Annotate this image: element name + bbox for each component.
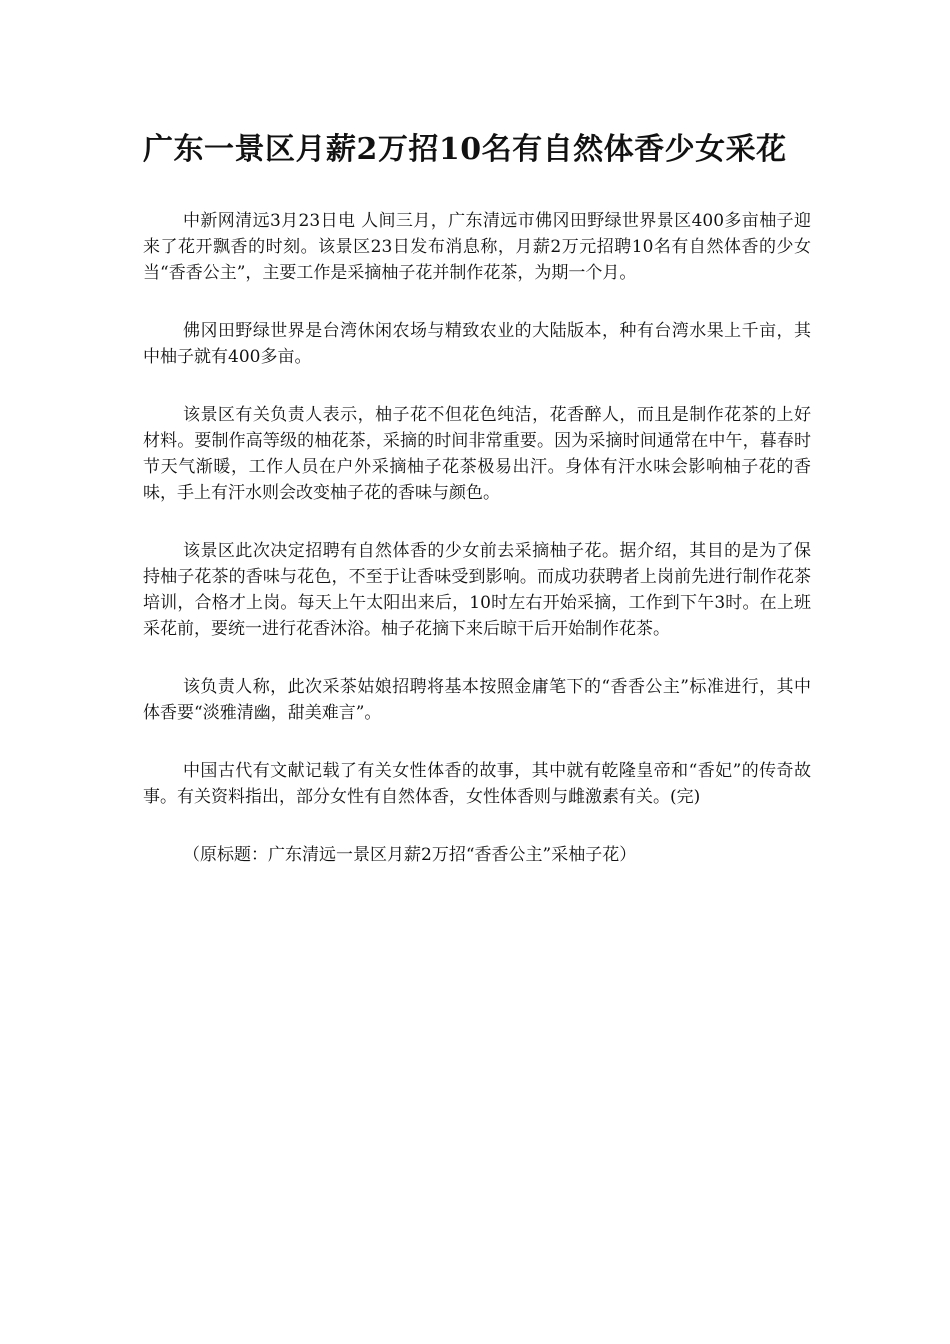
- paragraph-lead: 中新网清远3月23日电 人间三月，广东清远市佛冈田野绿世界景区400多亩柚子迎来了花开飘香的时刻。该景区23日发布消息称，月薪2万元招聘10名有自然体香的少女当“香香公主”，主要工作是采摘柚子花并制作花茶，为期一个月。: [143, 211, 811, 283]
- paragraph-background: 佛冈田野绿世界是台湾休闲农场与精致农业的大陆版本，种有台湾水果上千亩，其中柚子就有400多亩。: [143, 321, 811, 367]
- paragraph-history: 中国古代有文献记载了有关女性体香的故事，其中就有乾隆皇帝和“香妃”的传奇故事。有关资料指出，部分女性有自然体香，女性体香则与雌激素有关。(完): [143, 761, 811, 807]
- paragraph-recruitment-details: 该景区此次决定招聘有自然体香的少女前去采摘柚子花。据介绍，其目的是为了保持柚子花茶的香味与花色，不至于让香味受到影响。而成功获聘者上岗前先进行制作花茶培训，合格才上岗。每天上午太阳出来后，10时左右开始采摘，工作到下午3时。在上班采花前，要统一进行花香沐浴。柚子花摘下来后晾干后开始制作花茶。: [143, 541, 811, 639]
- article-title: 广东一景区月薪2万招10名有自然体香少女采花: [143, 132, 787, 167]
- paragraph-standard: 该负责人称，此次采茶姑娘招聘将基本按照金庸笔下的“香香公主”标准进行，其中体香要“淡雅清幽，甜美难言”。: [143, 677, 811, 723]
- article: [143, 128, 811, 868]
- paragraph-original-title: （原标题：广东清远一景区月薪2万招“香香公主”采柚子花）: [183, 845, 637, 865]
- paragraph-official-statement: 该景区有关负责人表示，柚子花不但花色纯洁，花香醉人，而且是制作花茶的上好材料。要制作高等级的柚花茶，采摘的时间非常重要。因为采摘时间通常在中午，暮春时节天气渐暖，工作人员在户外采摘柚子花茶极易出汗。身体有汗水味会影响柚子花的香味，手上有汗水则会改变柚子花的香味与颜色。: [143, 405, 811, 503]
